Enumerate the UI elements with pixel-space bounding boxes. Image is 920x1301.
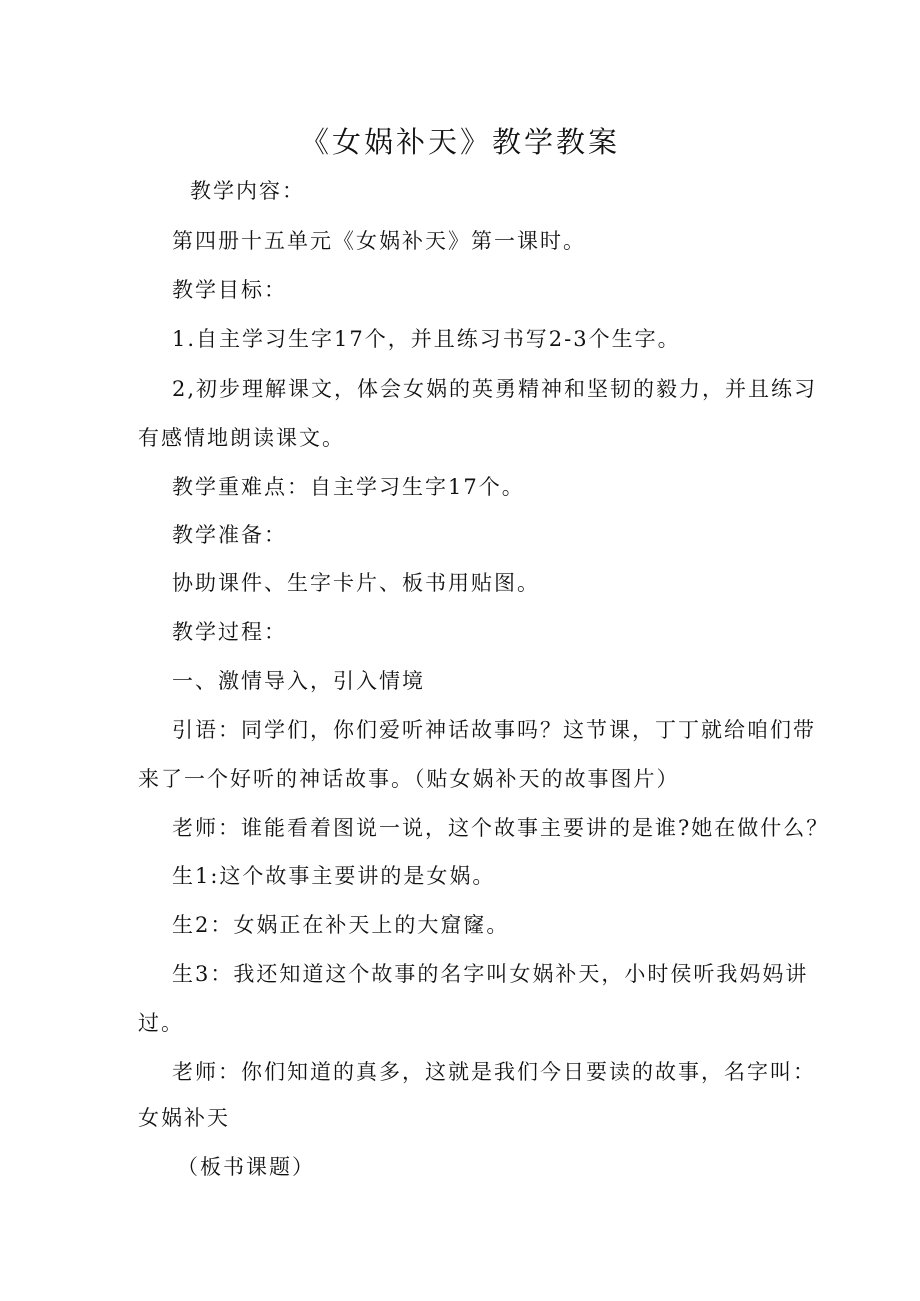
paragraph-line: 有感情地朗读课文。 [138,426,345,450]
paragraph-line: 协助课件、生字卡片、板书用贴图。 [172,571,540,595]
paragraph-line: 一、激情导入，引入情境 [172,669,425,693]
paragraph-line: 引语：同学们，你们爱听神话故事吗？这节课，丁丁就给咱们带 [172,718,816,742]
paragraph-line: 教学准备： [172,523,287,547]
paragraph-line: 教学过程： [172,620,287,644]
paragraph-line: 教学重难点：自主学习生字17个。 [172,475,525,499]
paragraph-line: 教学内容： [190,179,305,203]
paragraph-line: 教学目标： [172,278,287,302]
paragraph-line: 女娲补天 [138,1106,230,1130]
paragraph-line: 生1:这个故事主要讲的是女娲。 [172,864,496,888]
paragraph-line: 生3：我还知道这个故事的名字叫女娲补天，小时侯听我妈妈讲 [172,962,809,986]
document-title: 《女娲补天》教学教案 [299,125,620,159]
paragraph-line: 第四册十五单元《女娲补天》第一课时。 [172,229,586,253]
paragraph-line: 老师：你们知道的真多，这就是我们今日要读的故事，名字叫： [172,1060,816,1084]
paragraph-line: 来了一个好听的神话故事。（贴女娲补天的故事图片） [138,767,680,791]
paragraph-line: 过。 [138,1011,184,1035]
paragraph-line: （板书课题） [177,1155,315,1179]
paragraph-line: 生2：女娲正在补天上的大窟窿。 [172,913,510,937]
paragraph-line: 2,初步理解课文，体会女娲的英勇精神和坚韧的毅力，并且练习 [172,377,818,401]
paragraph-line: 1.自主学习生字17个，并且练习书写2-3个生字。 [172,327,681,351]
paragraph-line: 老师：谁能看着图说一说，这个故事主要讲的是谁?她在做什么？ [172,816,830,840]
